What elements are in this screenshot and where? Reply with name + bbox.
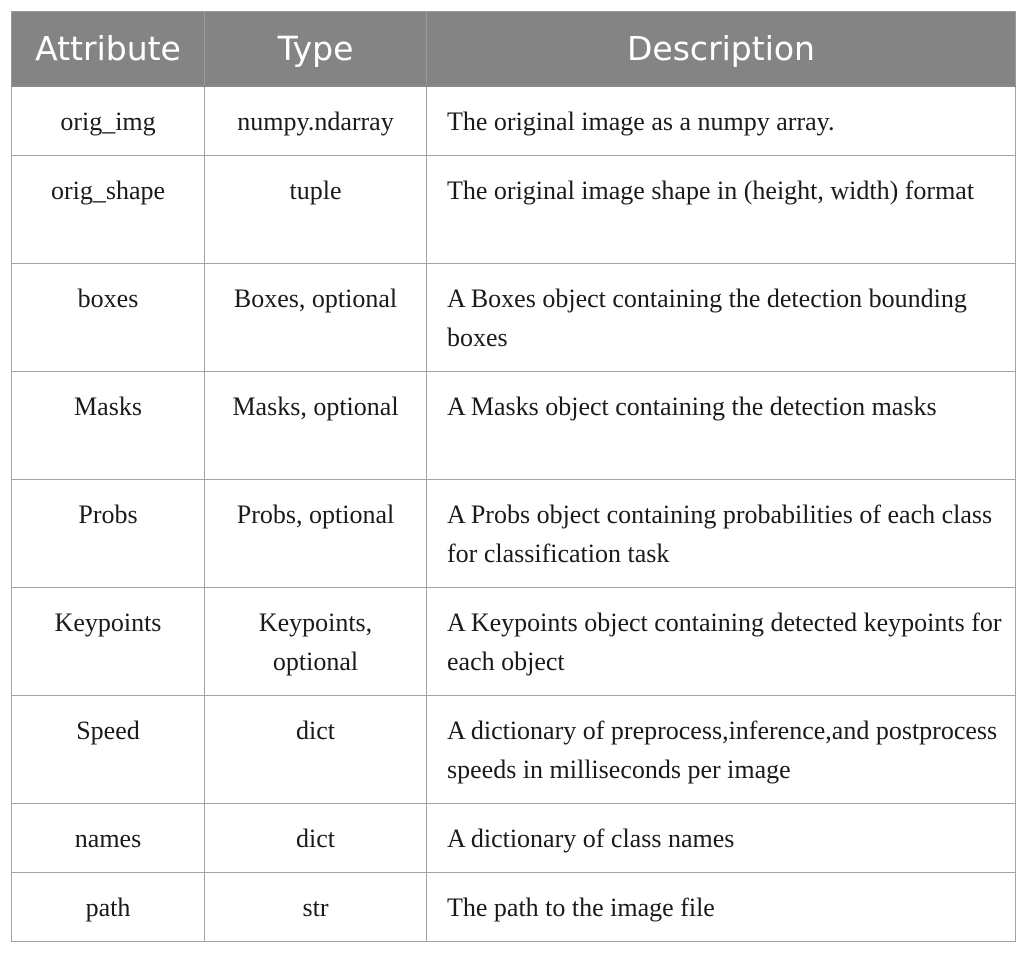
type-cell: Probs, optional: [205, 480, 427, 588]
table-row: [12, 86, 1016, 156]
type-cell: str: [205, 873, 427, 942]
attribute-cell: Probs: [12, 480, 205, 588]
table-row: [12, 873, 1016, 942]
header-type: Type: [205, 12, 427, 87]
type-cell: Boxes, optional: [205, 264, 427, 372]
attribute-cell: boxes: [12, 264, 205, 372]
table-row: [12, 156, 1016, 264]
type-cell: Keypoints, optional: [205, 588, 427, 696]
attribute-cell: orig_shape: [12, 156, 205, 264]
results-attributes-table: [11, 11, 1016, 942]
description-cell: The path to the image file: [427, 873, 1016, 942]
header-row: [12, 12, 1016, 87]
table-row: [12, 588, 1016, 696]
table-row: [12, 264, 1016, 372]
attribute-cell: names: [12, 804, 205, 873]
table-row: [12, 696, 1016, 804]
table-row: [12, 372, 1016, 480]
description-cell: A Keypoints object containing detected keypoints for each object: [427, 588, 1016, 696]
type-cell: dict: [205, 696, 427, 804]
table-row: [12, 804, 1016, 873]
table-body: [12, 86, 1016, 942]
attribute-cell: Masks: [12, 372, 205, 480]
table-row: [12, 480, 1016, 588]
type-cell: numpy.ndarray: [205, 86, 427, 156]
header-description: Description: [427, 12, 1016, 87]
description-cell: A dictionary of class names: [427, 804, 1016, 873]
description-cell: A Masks object containing the detection masks: [427, 372, 1016, 480]
type-cell: tuple: [205, 156, 427, 264]
header-attribute: Attribute: [12, 12, 205, 87]
type-cell: dict: [205, 804, 427, 873]
type-cell: Masks, optional: [205, 372, 427, 480]
description-cell: The original image shape in (height, width) format: [427, 156, 1016, 264]
description-cell: A dictionary of preprocess,inference,and postprocess speeds in milliseconds per image: [427, 696, 1016, 804]
description-cell: The original image as a numpy array.: [427, 86, 1016, 156]
attribute-cell: orig_img: [12, 86, 205, 156]
description-cell: A Probs object containing probabilities of each class for classification task: [427, 480, 1016, 588]
attribute-cell: path: [12, 873, 205, 942]
description-cell: A Boxes object containing the detection bounding boxes: [427, 264, 1016, 372]
attribute-cell: Keypoints: [12, 588, 205, 696]
results-attributes-table-container: [11, 11, 1015, 942]
table-header: [12, 12, 1016, 87]
attribute-cell: Speed: [12, 696, 205, 804]
